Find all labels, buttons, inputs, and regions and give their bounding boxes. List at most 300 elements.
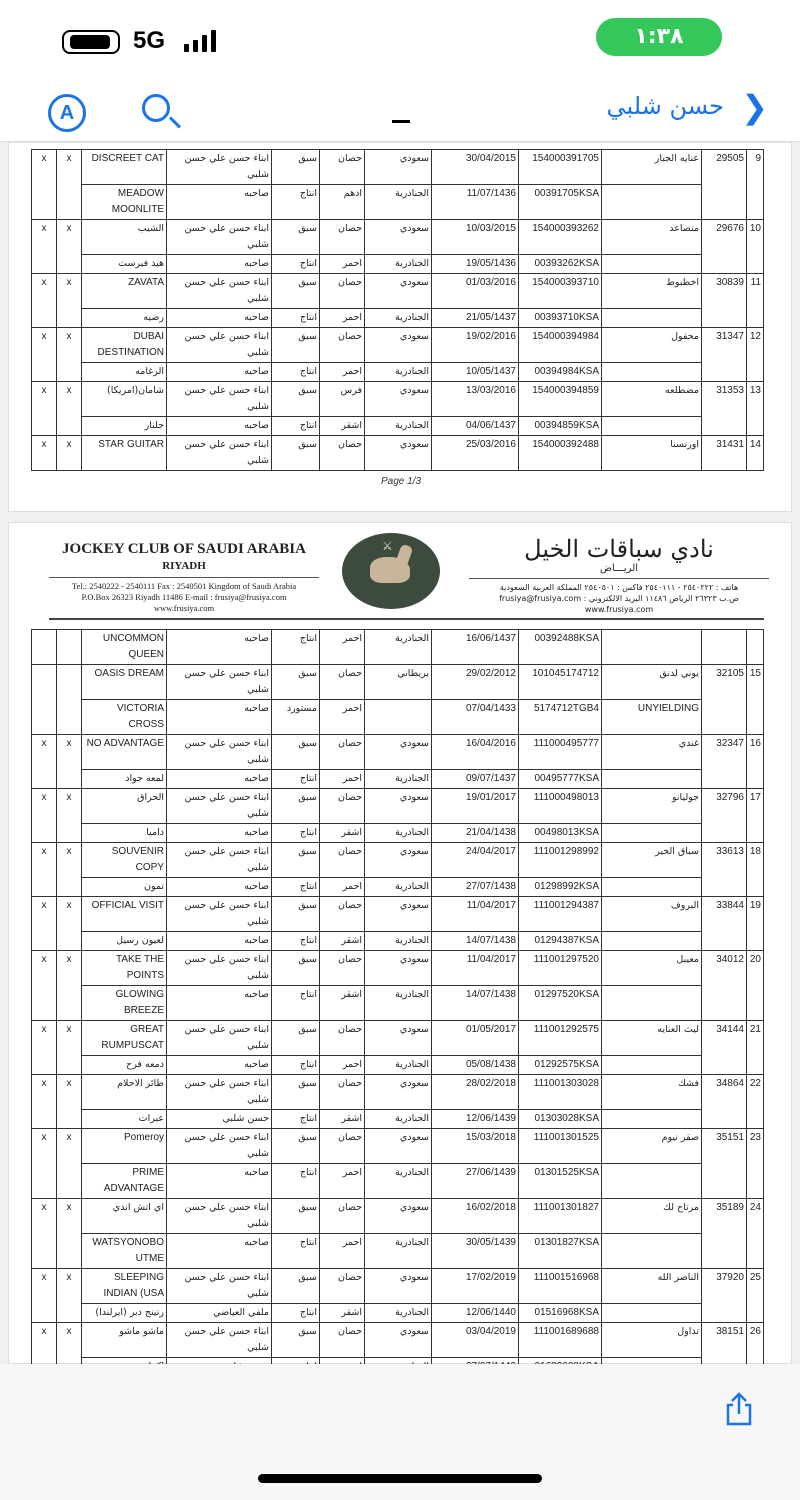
table-row [32, 986, 764, 1021]
mark-cell: x [32, 1199, 57, 1269]
breeder-cell: ملفي العياضي [167, 1304, 272, 1323]
registration-cell: 01292575KSA [519, 1056, 602, 1075]
hijri-date-cell: 12/06/1440 [432, 1304, 519, 1323]
mark-cell: x [32, 843, 57, 897]
location-cell: الجنادرية [365, 824, 432, 843]
mark-cell: x [57, 1323, 82, 1377]
sex-cell: حصان [320, 328, 365, 363]
horse-id-cell: 32105 [702, 665, 747, 735]
mark-cell: x [32, 328, 57, 382]
table-row [32, 843, 764, 878]
table-row [32, 1269, 764, 1304]
horse-id-cell: 34012 [702, 951, 747, 1021]
row-number-cell: 13 [747, 382, 764, 436]
table-row [32, 735, 764, 770]
hijri-date-cell: 27/07/1438 [432, 878, 519, 897]
birth-date-cell: 01/03/2016 [432, 274, 519, 309]
dam-cell: MEADOW MOONLITE [82, 185, 167, 220]
color-cell: اشقر [320, 417, 365, 436]
table-row [32, 770, 764, 789]
horse-name-cell: جوليانو [602, 789, 702, 824]
owner-cell: ابناء حسن علي حسن شلبي [167, 274, 272, 309]
horse-id-cell: 29676 [702, 220, 747, 274]
mark-cell: x [57, 382, 82, 436]
dam-cell: PRIME ADVANTAGE [82, 1164, 167, 1199]
color-cell: احمر [320, 1164, 365, 1199]
birth-date-cell: 11/04/2017 [432, 951, 519, 986]
horse-id-cell: 31431 [702, 436, 747, 471]
club-city-ar: الريـــاض [599, 563, 639, 574]
chip-cell: 111001301827 [519, 1199, 602, 1234]
registration-cell: 00393710KSA [519, 309, 602, 328]
owner-cell: ابناء حسن علي حسن شلبي [167, 951, 272, 986]
chip-cell: 111001297520 [519, 951, 602, 986]
chip-cell: 101045174712 [519, 665, 602, 700]
horse-name-cell: سباق الخير [602, 843, 702, 878]
kind-cell: انتاج [272, 932, 320, 951]
horse-name-cell: صقر نيوم [602, 1129, 702, 1164]
mark-cell: x [32, 951, 57, 1021]
signal-icon [184, 30, 216, 52]
type-cell: سبق [272, 1199, 320, 1234]
color-cell: احمر [320, 309, 365, 328]
nationality-cell: بريطاني [365, 665, 432, 700]
nationality-cell: سعودي [365, 436, 432, 471]
color-cell: احمر [320, 363, 365, 382]
sire-cell: SOUVENIR COPY [82, 843, 167, 878]
table-row [32, 309, 764, 328]
mark-cell: x [32, 1323, 57, 1377]
nationality-cell: سعودي [365, 1129, 432, 1164]
sire-cell: GREAT RUMPUSCAT [82, 1021, 167, 1056]
owner-cell: ابناء حسن علي حسن شلبي [167, 382, 272, 417]
table-row [32, 630, 764, 665]
breeder-cell: صاحبه [167, 824, 272, 843]
hijri-date-cell: 07/04/1433 [432, 700, 519, 735]
kind-cell: انتاج [272, 1110, 320, 1129]
kind-cell: انتاج [272, 630, 320, 665]
table-row [32, 897, 764, 932]
hijri-date-cell: 04/06/1437 [432, 417, 519, 436]
horse-name-cell: عنايه الجبار [602, 150, 702, 185]
sire-cell: OFFICIAL VISIT [82, 897, 167, 932]
horse-name-cell: غندي [602, 735, 702, 770]
home-indicator[interactable] [258, 1474, 542, 1483]
sex-cell: حصان [320, 436, 365, 471]
kind-cell: انتاج [272, 1164, 320, 1199]
breeder-cell: صاحبه [167, 932, 272, 951]
location-cell: الجنادرية [365, 1304, 432, 1323]
horse-name-cell: مضطلعه [602, 382, 702, 417]
birth-date-cell: 01/05/2017 [432, 1021, 519, 1056]
dam-cell: WATSYONOBO UTME [82, 1234, 167, 1269]
foreign-name-cell [602, 932, 702, 951]
registration-cell: 00394984KSA [519, 363, 602, 382]
owner-cell: ابناء حسن علي حسن شلبي [167, 1199, 272, 1234]
horse-id-cell: 31347 [702, 328, 747, 382]
club-name-ar: نادي سباقات الخيل [524, 535, 714, 563]
sex-cell: حصان [320, 1021, 365, 1056]
nationality-cell: سعودي [365, 220, 432, 255]
color-cell: اشقر [320, 932, 365, 951]
sex-cell: حصان [320, 1199, 365, 1234]
sire-cell: اي اتش اندي [82, 1199, 167, 1234]
location-cell: الجنادرية [365, 1110, 432, 1129]
foreign-name-cell [602, 1234, 702, 1269]
sex-cell: حصان [320, 789, 365, 824]
foreign-name-cell [602, 1110, 702, 1129]
mark-cell: x [32, 1021, 57, 1075]
location-cell: الجنادرية [365, 878, 432, 897]
foreign-name-cell [602, 824, 702, 843]
birth-date-cell: 25/03/2016 [432, 436, 519, 471]
chip-cell: 154000394984 [519, 328, 602, 363]
sex-cell: حصان [320, 1075, 365, 1110]
table-row [32, 382, 764, 417]
horse-name-cell: الناصر الله [602, 1269, 702, 1304]
table-row [32, 274, 764, 309]
type-cell: سبق [272, 1021, 320, 1056]
breeder-cell: صاحبه [167, 417, 272, 436]
table-row [32, 1110, 764, 1129]
mark-cell: x [32, 220, 57, 274]
sire-cell: الشيب [82, 220, 167, 255]
birth-date-cell: 15/03/2018 [432, 1129, 519, 1164]
mark-cell: x [32, 382, 57, 436]
dam-cell: هيد فيرست [82, 255, 167, 274]
birth-date-cell: 29/02/2012 [432, 665, 519, 700]
nav-bar [0, 80, 800, 142]
color-cell: اشقر [320, 1304, 365, 1323]
kind-cell: انتاج [272, 363, 320, 382]
letterhead-english [49, 541, 319, 614]
row-number-cell: 24 [747, 1199, 764, 1269]
horse-name-cell: اورنسنا [602, 436, 702, 471]
kind-cell: انتاج [272, 255, 320, 274]
row-number-cell: 18 [747, 843, 764, 897]
mark-cell: x [32, 150, 57, 220]
document-title[interactable]: حسن شلبي [606, 92, 724, 120]
type-cell: سبق [272, 665, 320, 700]
foreign-name-cell [602, 363, 702, 382]
birth-date-cell: 10/03/2015 [432, 220, 519, 255]
mark-cell: x [57, 951, 82, 1021]
kind-cell: انتاج [272, 309, 320, 328]
battery-icon [62, 30, 120, 54]
table-row [32, 1304, 764, 1323]
mark-cell: x [57, 843, 82, 897]
color-cell: احمر [320, 1056, 365, 1075]
dam-cell: لمعه جواد [82, 770, 167, 789]
hijri-date-cell: 30/05/1439 [432, 1234, 519, 1269]
mark-cell [57, 665, 82, 735]
sire-cell: STAR GUITAR [82, 436, 167, 471]
breeder-cell: صاحبه [167, 700, 272, 735]
chip-cell: 111000495777 [519, 735, 602, 770]
sire-cell: ZAVATA [82, 274, 167, 309]
horse-id-cell: 32347 [702, 735, 747, 789]
registration-cell: 00498013KSA [519, 824, 602, 843]
foreign-name-cell [602, 1304, 702, 1323]
mark-cell: x [32, 789, 57, 843]
horse-name-cell: تداول [602, 1323, 702, 1358]
mark-cell: x [57, 1129, 82, 1199]
registration-cell: 01301827KSA [519, 1234, 602, 1269]
dam-cell: جلنار [82, 417, 167, 436]
mark-cell: x [32, 1075, 57, 1129]
registration-cell: 01516968KSA [519, 1304, 602, 1323]
nationality-cell: سعودي [365, 150, 432, 185]
chip-cell: 154000392488 [519, 436, 602, 471]
registration-cell: 01298992KSA [519, 878, 602, 897]
sire-cell: Pomeroy [82, 1129, 167, 1164]
nationality-cell: سعودي [365, 843, 432, 878]
chip-cell: 154000393710 [519, 274, 602, 309]
sire-cell: طائر الاحلام [82, 1075, 167, 1110]
type-cell: سبق [272, 843, 320, 878]
table-row [32, 789, 764, 824]
breeder-cell: صاحبه [167, 309, 272, 328]
dam-cell: الرغامه [82, 363, 167, 382]
breeder-cell: صاحبه [167, 630, 272, 665]
sire-cell: SLEEPING INDIAN (USA [82, 1269, 167, 1304]
club-name-en: JOCKEY CLUB OF SAUDI ARABIA [62, 541, 306, 557]
color-cell: اشقر [320, 1110, 365, 1129]
club-city-en: RIYADH [162, 560, 206, 572]
horse-id-cell: 33844 [702, 897, 747, 951]
horse-name-cell: اخطبوط [602, 274, 702, 309]
chip-cell: 111000498013 [519, 789, 602, 824]
row-number-cell: 22 [747, 1075, 764, 1129]
search-icon[interactable] [142, 94, 170, 122]
type-cell: سبق [272, 382, 320, 417]
owner-cell: ابناء حسن علي حسن شلبي [167, 735, 272, 770]
hijri-date-cell: 09/07/1437 [432, 770, 519, 789]
mark-cell: x [32, 1269, 57, 1323]
birth-date-cell: 03/04/2019 [432, 1323, 519, 1358]
owner-cell: ابناء حسن علي حسن شلبي [167, 665, 272, 700]
hijri-date-cell: 05/08/1438 [432, 1056, 519, 1075]
owner-cell: ابناء حسن علي حسن شلبي [167, 789, 272, 824]
location-cell: الجنادرية [365, 932, 432, 951]
chip-cell: 154000391705 [519, 150, 602, 185]
letterhead-arabic [469, 535, 769, 615]
kind-cell: انتاج [272, 824, 320, 843]
row-number-cell: 21 [747, 1021, 764, 1075]
kind-cell: انتاج [272, 986, 320, 1021]
page-label: Page 1/3 [380, 476, 422, 487]
table-row [32, 220, 764, 255]
type-cell: سبق [272, 1323, 320, 1358]
registration-cell: 01297520KSA [519, 986, 602, 1021]
chip-cell: 111001294387 [519, 897, 602, 932]
mark-cell [32, 630, 57, 665]
color-cell: احمر [320, 700, 365, 735]
chevron-right-icon[interactable]: ❯ [741, 88, 768, 126]
registration-cell: 00391705KSA [519, 185, 602, 220]
nationality-cell: سعودي [365, 1323, 432, 1358]
nationality-cell: سعودي [365, 1075, 432, 1110]
owner-cell: ابناء حسن علي حسن شلبي [167, 1021, 272, 1056]
mark-cell: x [57, 1021, 82, 1075]
birth-date-cell: 11/04/2017 [432, 897, 519, 932]
sex-cell: حصان [320, 735, 365, 770]
kind-cell: انتاج [272, 770, 320, 789]
mark-cell: x [57, 897, 82, 951]
kind-cell: انتاج [272, 878, 320, 897]
nationality-cell: سعودي [365, 1199, 432, 1234]
mark-cell: x [57, 436, 82, 471]
type-cell: سبق [272, 735, 320, 770]
type-cell: سبق [272, 274, 320, 309]
nationality-cell: سعودي [365, 951, 432, 986]
horse-name-cell: محفول [602, 328, 702, 363]
foreign-name-cell [602, 417, 702, 436]
table-row [32, 665, 764, 700]
location-cell: الجنادرية [365, 986, 432, 1021]
nationality-cell: سعودي [365, 1269, 432, 1304]
markup-icon[interactable]: A [48, 94, 86, 132]
dam-cell: لعيون رسيل [82, 932, 167, 951]
sire-cell: OASIS DREAM [82, 665, 167, 700]
contact-line: هاتف : ٢٥٤٠٢٢٢ - ٢٥٤٠١١١ فاكس : ٢٥٤٠٥٠١ المملكة العربية السعودية [499, 583, 739, 592]
sire-cell: DUBAI DESTINATION [82, 328, 167, 363]
color-cell: احمر [320, 255, 365, 274]
row-number-cell: 26 [747, 1323, 764, 1377]
kind-cell: انتاج [272, 1234, 320, 1269]
table-row [32, 436, 764, 471]
mark-cell: x [57, 150, 82, 220]
sex-cell: حصان [320, 897, 365, 932]
chip-cell: 154000393262 [519, 220, 602, 255]
color-cell: احمر [320, 1234, 365, 1269]
table-row [32, 150, 764, 185]
horse-id-cell [702, 630, 747, 665]
table-row [32, 1056, 764, 1075]
table-row [32, 878, 764, 897]
table-row [32, 700, 764, 735]
chip-cell: 111001301525 [519, 1129, 602, 1164]
row-number-cell: 17 [747, 789, 764, 843]
mark-cell: x [57, 1199, 82, 1269]
registration-cell: 5174712TGB4 [519, 700, 602, 735]
owner-cell: ابناء حسن علي حسن شلبي [167, 436, 272, 471]
sex-cell: حصان [320, 843, 365, 878]
club-logo [342, 533, 440, 609]
foreign-name-cell: UNYIELDING [602, 700, 702, 735]
owner-cell: ابناء حسن علي حسن شلبي [167, 1269, 272, 1304]
location-cell: الجنادرية [365, 255, 432, 274]
mark-cell: x [32, 735, 57, 789]
foreign-name-cell [602, 770, 702, 789]
grabber-handle[interactable] [392, 120, 410, 123]
type-cell: سبق [272, 150, 320, 185]
color-cell: احمر [320, 878, 365, 897]
kind-cell: انتاج [272, 185, 320, 220]
color-cell: اشقر [320, 824, 365, 843]
breeder-cell: صاحبه [167, 1234, 272, 1269]
type-cell: سبق [272, 328, 320, 363]
table-row [32, 1234, 764, 1269]
hijri-date-cell: 14/07/1438 [432, 932, 519, 951]
row-number-cell: 11 [747, 274, 764, 328]
owner-cell: ابناء حسن علي حسن شلبي [167, 220, 272, 255]
sire-cell: TAKE THE POINTS [82, 951, 167, 986]
breeder-cell: صاحبه [167, 770, 272, 789]
table-row [32, 1021, 764, 1056]
location-cell: الجنادرية [365, 1164, 432, 1199]
mark-cell: x [57, 328, 82, 382]
clock[interactable]: ١:٣٨ [596, 18, 722, 56]
breeder-cell: صاحبه [167, 986, 272, 1021]
nationality-cell: سعودي [365, 789, 432, 824]
hijri-date-cell: 19/05/1436 [432, 255, 519, 274]
chip-cell: 111001292575 [519, 1021, 602, 1056]
row-number-cell: 23 [747, 1129, 764, 1199]
website: www.frusiya.com [584, 605, 654, 614]
hijri-date-cell: 12/06/1439 [432, 1110, 519, 1129]
mark-cell [57, 630, 82, 665]
horse-id-cell: 31353 [702, 382, 747, 436]
dam-cell: رضيه [82, 309, 167, 328]
dam-cell: UNCOMMON QUEEN [82, 630, 167, 665]
type-cell: سبق [272, 951, 320, 986]
registration-cell: 01303028KSA [519, 1110, 602, 1129]
sire-cell: الحراق [82, 789, 167, 824]
location-cell [365, 700, 432, 735]
owner-cell: ابناء حسن علي حسن شلبي [167, 1075, 272, 1110]
horse-name-cell: فشك [602, 1075, 702, 1110]
horse-table-page-1 [31, 149, 764, 471]
sex-cell: حصان [320, 220, 365, 255]
owner-cell: ابناء حسن علي حسن شلبي [167, 328, 272, 363]
birth-date-cell: 19/01/2017 [432, 789, 519, 824]
birth-date-cell: 28/02/2018 [432, 1075, 519, 1110]
nationality-cell: سعودي [365, 382, 432, 417]
registration-cell: 00495777KSA [519, 770, 602, 789]
chip-cell: 111001516968 [519, 1269, 602, 1304]
horse-id-cell: 38151 [702, 1323, 747, 1377]
dam-cell: عبرات [82, 1110, 167, 1129]
status-bar [0, 0, 800, 80]
location-cell: الجنادرية [365, 630, 432, 665]
birth-date-cell: 16/02/2018 [432, 1199, 519, 1234]
breeder-cell: صاحبه [167, 1056, 272, 1075]
table-row [32, 951, 764, 986]
dam-cell: GLOWING BREEZE [82, 986, 167, 1021]
contact-line: ص.ب ٢٦٣٢٣ الرياض ١١٤٨٦ البريد الالكتروني : frusiya@frusiya.com [499, 594, 739, 603]
type-cell: سبق [272, 220, 320, 255]
registration-cell: 00394859KSA [519, 417, 602, 436]
horse-name-cell: يوني لدنق [602, 665, 702, 700]
row-number-cell: 14 [747, 436, 764, 471]
mark-cell: x [32, 274, 57, 328]
dam-cell: رتينج دبر (ايرلندا) [82, 1304, 167, 1323]
kind-cell: انتاج [272, 1056, 320, 1075]
type-cell: سبق [272, 789, 320, 824]
type-cell: سبق [272, 1129, 320, 1164]
sex-cell: حصان [320, 951, 365, 986]
sire-cell: NO ADVANTAGE [82, 735, 167, 770]
table-row [32, 1129, 764, 1164]
row-number-cell: 19 [747, 897, 764, 951]
share-icon[interactable] [722, 1392, 756, 1426]
mark-cell: x [57, 1269, 82, 1323]
sex-cell: فرس [320, 382, 365, 417]
color-cell: احمر [320, 770, 365, 789]
horse-id-cell: 32796 [702, 789, 747, 843]
website: www.frusiya.com [153, 603, 215, 613]
